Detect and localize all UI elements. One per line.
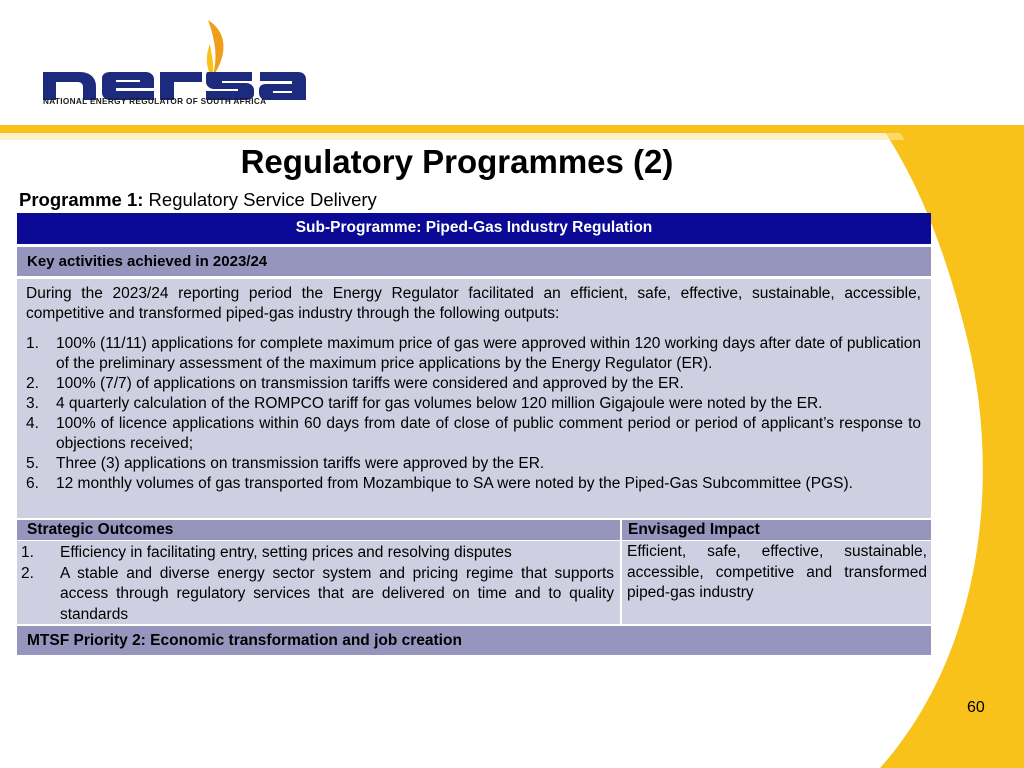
list-item: 2. A stable and diverse energy sector system and pricing regime that supports access through regulatory services that are delivered on time and to quality standards: [21, 564, 614, 623]
mtsf-priority-row: MTSF Priority 2: Economic transformation and job creation: [17, 626, 931, 655]
key-activities-heading: Key activities achieved in 2023/24: [17, 247, 931, 276]
list-item: 4. 100% of licence applications within 60 days from date of close of public comment period or period of applicant’s response to objections received;: [26, 415, 921, 452]
sub-programme-header: Sub-Programme: Piped-Gas Industry Regulation: [17, 213, 931, 244]
list-item: 3. 4 quarterly calculation of the ROMPCO tariff for gas volumes below 120 million Gigajoule were noted by the ER.: [26, 395, 823, 412]
programme-label: Programme 1:: [19, 189, 144, 210]
strategic-outcomes-list: [17, 543, 614, 625]
programme-table: [17, 213, 931, 655]
key-activities-intro: During the 2023/24 reporting period the Energy Regulator facilitated an efficient, safe, effective, sustainable, accessible, competitive and transformed piped-gas industry through the following outputs:: [26, 285, 921, 322]
page-title: Regulatory Programmes (2): [240, 143, 674, 180]
strategic-outcomes-heading: Strategic Outcomes: [17, 520, 620, 540]
outputs-list: [26, 334, 921, 494]
yellow-band-fade: [0, 133, 905, 140]
strategic-outcomes-body: [17, 541, 620, 624]
envisaged-impact-heading: Envisaged Impact: [622, 520, 931, 540]
programme-heading: [19, 189, 377, 211]
outcomes-impact-body: [17, 541, 931, 624]
key-activities-body: [17, 279, 931, 518]
programme-name: Regulatory Service Delivery: [148, 189, 377, 210]
list-item: 1. Efficiency in facilitating entry, setting prices and resolving disputes: [21, 544, 512, 561]
outcomes-impact-headers: [17, 520, 931, 540]
logo-tagline: NATIONAL ENERGY REGULATOR OF SOUTH AFRICA: [43, 97, 267, 106]
yellow-top-band: [0, 125, 1024, 133]
list-item: 5. Three (3) applications on transmission tariffs were approved by the ER.: [26, 455, 545, 472]
list-item: 6. 12 monthly volumes of gas transported from Mozambique to SA were noted by the Piped-Gas Subcommittee (PGS).: [26, 475, 853, 492]
page-number: 60: [967, 699, 985, 716]
list-item: 1. 100% (11/11) applications for complete maximum price of gas were approved within 120 working days after date of publication of the preliminary assessment of the maximum price applications by the Energy Regulator (ER).: [26, 335, 921, 372]
envisaged-impact-body: Efficient, safe, effective, sustainable, accessible, competitive and transformed piped-gas industry: [622, 541, 931, 624]
list-item: 2. 100% (7/7) of applications on transmission tariffs were considered and approved by the ER.: [26, 375, 684, 392]
